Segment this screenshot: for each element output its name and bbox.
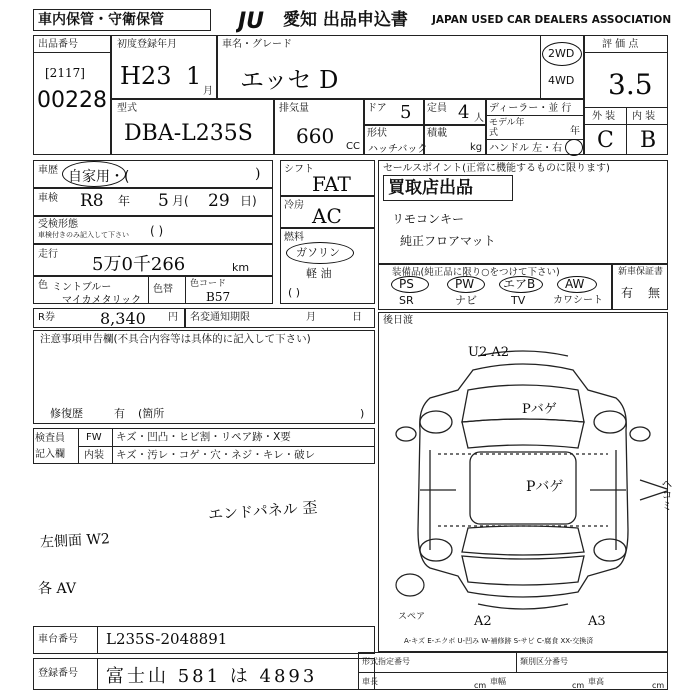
spec-length: 車長 — [362, 677, 378, 686]
mileage-label: 走行 — [38, 249, 58, 260]
inspection-day: 29 — [208, 191, 230, 211]
repair-label: 修復歴 — [50, 407, 83, 420]
aircon-label: 冷房 — [284, 200, 304, 211]
history-value: 自家用・( — [68, 169, 130, 185]
diag-hood-mark: Pバゲ — [522, 402, 557, 417]
note-left-side: 左側面 W2 — [39, 531, 111, 551]
notes-label: 注意事項申告欄(不具合内容等は具体的に記入して下さい) — [40, 333, 311, 345]
storage-tag-text: 車内保管・守衛保管 — [38, 12, 164, 28]
legend-text: A-キズ E-エクボ U-凹み W-補修跡 S-サビ C-腐食 XX-交換済 — [404, 637, 594, 645]
fuel-label: 燃料 — [284, 232, 304, 243]
spec-shape: 形式指定番号 — [362, 657, 410, 666]
color-change-label: 色替 — [153, 284, 173, 295]
lot-number: 00228 — [37, 88, 107, 113]
inspection-label: 車検 — [38, 193, 58, 204]
first-reg-label: 初度登録年月 — [117, 39, 177, 50]
inspection-month-unit: 月( — [172, 194, 189, 208]
repair-place: (箇所 — [138, 407, 165, 420]
inspection-day-unit: 日) — [240, 194, 257, 208]
handle-label: ハンドル 左・右 — [489, 143, 563, 154]
cc-unit: CC — [346, 141, 360, 152]
load-label: 積載 — [427, 128, 447, 139]
inspector-label-1: 検査員 — [35, 433, 65, 444]
selling-line2: 純正フロアマット — [400, 234, 496, 248]
shape-label: 形状 — [367, 128, 387, 139]
shift-value: FAT — [312, 172, 351, 196]
ju-logo — [236, 7, 280, 33]
association-title: 愛知 出品申込書 — [283, 10, 408, 30]
seats-value: 4 — [458, 102, 470, 123]
warranty-label: 新車保証書 — [618, 267, 664, 277]
ext-value: C — [597, 128, 614, 153]
warranty-yes: 有 — [621, 286, 634, 300]
inspection-year-unit: 年 — [118, 194, 131, 208]
diag-rear-right: A3 — [588, 614, 606, 629]
inspector-in-text: キズ・汚レ・コゲ・穴・ネジ・キレ・破レ — [116, 449, 316, 461]
model-value: エッセ D — [240, 66, 339, 94]
selling-label: セールスポイント(正常に機能するものに限ります) — [383, 163, 610, 174]
equip-aw: AW — [565, 277, 585, 291]
handle-right-circle — [565, 139, 583, 156]
drive-2wd: 2WD — [548, 47, 575, 60]
model-year-label: モデル年式 — [489, 118, 525, 138]
diag-top-mark: U2 A2 — [468, 345, 510, 360]
equip-navi: ナビ — [455, 294, 477, 307]
equip-pw: PW — [455, 277, 475, 291]
recycle-unit: 円 — [168, 312, 178, 323]
equip-tv: TV — [511, 294, 526, 307]
selling-headline: 買取店出品 — [388, 178, 473, 198]
spec-height: 車高 — [588, 677, 604, 686]
load-unit: kg — [470, 142, 483, 153]
equipment-label: 装備品(純正品に限り○をつけて下さい) — [392, 267, 560, 278]
cc-value: 660 — [296, 124, 335, 148]
note-each: 各 AV — [38, 581, 76, 597]
color-label: 色 — [38, 280, 48, 291]
seats-unit: 人 — [474, 113, 484, 124]
first-reg-unit: 月 — [203, 86, 213, 97]
type-label: 型式 — [117, 103, 137, 114]
inspector-fw: FW — [86, 432, 102, 443]
equip-seat: カワシート — [553, 295, 603, 306]
notice-label: 名変通知期限 — [190, 312, 250, 323]
accept-paren: ( ) — [150, 224, 164, 238]
accept-label: 受検形態 — [38, 219, 78, 230]
int-value: B — [640, 128, 657, 153]
color-value-line1: ミントブルー — [52, 282, 112, 293]
year-unit: 年 — [570, 126, 580, 137]
dealer-label: ディーラー・並 行 — [489, 103, 572, 114]
notice-day: 日 — [352, 312, 362, 323]
inspector-in: 内装 — [84, 450, 104, 461]
score-label: 評 価 点 — [602, 39, 639, 50]
recycle-value: 8,340 — [100, 309, 146, 328]
history-close: ) — [255, 166, 261, 182]
fuel-diesel: 軽 油 — [306, 267, 332, 280]
equipment-grid — [381, 278, 610, 308]
door-value: 5 — [400, 102, 412, 123]
rear-label: 後日渡 — [383, 315, 413, 326]
mileage-value: 5万0千266 — [92, 254, 186, 275]
chassis-value: L235S-2048891 — [106, 630, 228, 648]
model-label: 車名・グレード — [222, 39, 292, 50]
chassis-label: 車台番号 — [38, 634, 78, 645]
inspection-era: R8 — [80, 191, 104, 211]
int-label: 内 装 — [632, 111, 656, 122]
recycle-label: R券 — [38, 312, 55, 323]
inspector-label-2: 記入欄 — [35, 449, 65, 460]
svg-text:JU: JU — [238, 9, 265, 33]
lot-label: 出品番号 — [38, 39, 78, 50]
repair-yes: 有 — [114, 407, 125, 420]
spec-width: 車幅 — [490, 677, 506, 686]
ext-label: 外 装 — [592, 111, 616, 122]
score-value: 3.5 — [608, 68, 653, 101]
fuel-paren: ( ) — [288, 286, 301, 299]
diag-roof-mark: Pバゲ — [526, 479, 564, 495]
fuel-gasoline: ガソリン — [296, 246, 340, 259]
plate-label: 登録番号 — [38, 668, 78, 679]
mileage-unit: km — [232, 261, 250, 274]
lot-small: [2117] — [45, 66, 85, 80]
spec-height-cm: cm — [652, 681, 665, 690]
accept-sub: 車検付きのみ記入して下さい — [38, 231, 129, 239]
color-code-value: B57 — [206, 290, 231, 304]
spec-width-cm: cm — [572, 681, 585, 690]
notice-month: 月 — [306, 312, 316, 323]
drive-4wd: 4WD — [548, 74, 575, 87]
note-end-panel: エンドパネル 歪 — [207, 498, 319, 524]
equip-ps: PS — [399, 277, 414, 291]
inspection-month: 5 — [158, 191, 169, 211]
shape-value: ハッチバック — [368, 144, 428, 155]
color-code-label: 色コード — [190, 279, 227, 289]
type-value: DBA-L235S — [124, 121, 253, 146]
car-damage-diagram — [378, 330, 668, 630]
warranty-no: 無 — [648, 286, 661, 300]
equip-airbag: エアB — [503, 277, 536, 291]
spec-length-cm: cm — [474, 681, 487, 690]
aircon-value: AC — [312, 204, 342, 228]
shift-label: シフト — [284, 164, 314, 175]
repair-close: ) — [360, 407, 365, 420]
first-reg-month: 1 — [186, 62, 202, 90]
inspection-box — [33, 188, 273, 216]
association-name-en: JAPAN USED CAR DEALERS ASSOCIATION — [432, 14, 672, 26]
selling-line1: リモコンキー — [392, 212, 465, 226]
diag-side-mark: ヘコミ — [660, 478, 673, 511]
diag-spare: スペア — [398, 612, 426, 622]
first-reg-era: H23 — [120, 62, 172, 90]
diag-rear-left: A2 — [474, 614, 492, 629]
door-label: ドア — [367, 103, 387, 114]
history-label: 車歴 — [38, 165, 58, 176]
spec-class: 類別区分番号 — [520, 657, 568, 666]
plate-value: 富士山 581 は 4893 — [106, 666, 318, 687]
inspector-fw-text: キズ・凹凸・ヒビ割・リペア跡・X要 — [116, 431, 291, 443]
seats-label: 定員 — [427, 103, 447, 114]
color-value-line2: マイカメタリック — [62, 295, 142, 306]
equip-sr: SR — [399, 294, 414, 307]
cc-label: 排気量 — [279, 103, 309, 114]
